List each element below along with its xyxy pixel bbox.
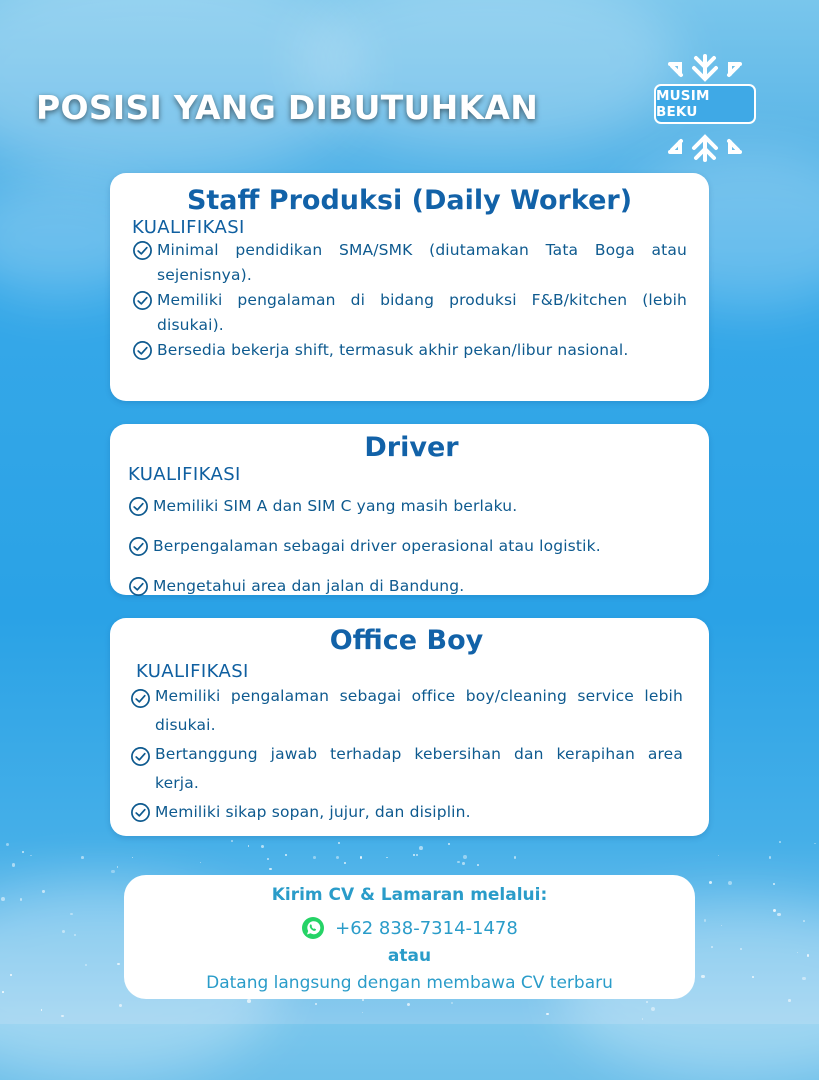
check-circle-icon	[130, 688, 151, 709]
check-circle-icon	[132, 240, 153, 261]
whatsapp-icon	[301, 916, 325, 940]
snow-speck	[315, 1003, 317, 1005]
position-card-staff-produksi	[110, 173, 709, 401]
contact-or: atau	[387, 946, 432, 966]
contact-box	[124, 875, 695, 999]
snow-speck	[30, 855, 32, 857]
snow-speck	[362, 1012, 363, 1013]
logo-badge: MUSIM BEKU	[654, 84, 756, 124]
snow-speck	[285, 854, 287, 856]
qualification-item	[130, 798, 683, 827]
snow-speck	[386, 857, 388, 859]
page-title: POSISI YANG DIBUTUHKAN	[36, 88, 539, 127]
qualification-item	[132, 288, 687, 338]
snow-speck	[231, 840, 233, 842]
snow-speck	[773, 883, 775, 885]
snow-speck	[463, 855, 467, 859]
snow-speck	[117, 866, 118, 867]
qualification-item	[128, 487, 695, 525]
snow-speck	[752, 976, 754, 978]
snow-speck	[336, 856, 339, 859]
contact-note: Datang langsung dengan membawa CV terbaru	[206, 973, 613, 993]
position-card-office-boy	[110, 618, 709, 836]
check-circle-icon	[130, 746, 151, 767]
snow-speck	[74, 934, 76, 936]
snow-speck	[642, 1018, 643, 1019]
qualification-heading: KUALIFIKASI	[132, 217, 245, 238]
snow-speck	[803, 920, 805, 922]
qualification-item	[128, 527, 695, 565]
snow-speck	[814, 843, 816, 845]
snow-speck	[22, 851, 24, 853]
snow-speck	[416, 854, 418, 856]
check-circle-icon	[128, 496, 149, 517]
qualification-item	[132, 238, 687, 288]
snow-speck	[646, 1001, 647, 1002]
contact-phone-row[interactable]	[124, 915, 695, 941]
qualification-text: Bertanggung jawab terhadap kebersihan dan kerapihan area kerja.	[155, 745, 683, 792]
snow-speck	[12, 863, 15, 866]
snow-speck	[338, 842, 340, 844]
qualification-item	[130, 682, 683, 740]
snow-speck	[769, 856, 772, 859]
qualification-text: Berpengalaman sebagai driver operasional atau logistik.	[153, 536, 601, 555]
check-circle-icon	[128, 576, 149, 597]
snow-speck	[477, 864, 479, 866]
snow-speck	[132, 857, 133, 858]
snow-speck	[740, 948, 742, 950]
snow-speck	[718, 855, 719, 856]
qualification-text: Memiliki pengalaman di bidang produksi F&B/kitchen (lebih disukai).	[157, 291, 687, 334]
qualification-text: Memiliki SIM A dan SIM C yang masih berlaku.	[153, 496, 518, 515]
qualification-text: Minimal pendidikan SMA/SMK (diutamakan Tata Boga atau sejenisnya).	[157, 241, 687, 284]
snow-speck	[119, 1004, 122, 1007]
snow-speck	[81, 856, 84, 859]
snow-speck	[248, 845, 250, 847]
snow-speck	[267, 858, 268, 859]
position-title: Staff Produksi (Daily Worker)	[186, 185, 633, 216]
snow-speck	[779, 841, 781, 843]
musim-beku-logo	[648, 50, 762, 166]
qualification-item	[132, 338, 687, 363]
snow-speck	[360, 856, 363, 859]
check-circle-icon	[128, 536, 149, 557]
qualification-heading: KUALIFIKASI	[136, 661, 249, 682]
check-circle-icon	[132, 290, 153, 311]
snow-speck	[111, 870, 114, 873]
contact-heading: Kirim CV & Lamaran melalui:	[271, 885, 548, 905]
snow-speck	[788, 999, 790, 1001]
snow-speck	[407, 1003, 410, 1006]
qualification-text: Bersedia bekerja shift, termasuk akhir pekan/libur nasional.	[157, 341, 629, 359]
check-circle-icon	[130, 802, 151, 823]
qualification-text: Memiliki sikap sopan, jujur, dan disiplin.	[155, 803, 471, 821]
snow-speck	[777, 913, 781, 917]
snow-speck	[728, 881, 732, 885]
snow-speck	[419, 846, 423, 850]
qualification-item	[130, 740, 683, 798]
qualification-heading: KUALIFIKASI	[128, 464, 241, 485]
snow-speck	[514, 856, 516, 858]
snow-speck	[200, 862, 201, 863]
snow-speck	[457, 861, 459, 863]
snow-speck	[462, 862, 465, 865]
contact-phone[interactable]: +62 838-7314-1478	[335, 917, 518, 939]
snow-speck	[10, 974, 11, 975]
snow-speck	[413, 854, 415, 856]
snow-speck	[313, 856, 316, 859]
snow-speck	[261, 845, 264, 848]
position-card-driver	[110, 424, 709, 595]
snow-speck	[269, 868, 272, 871]
snow-speck	[546, 1013, 548, 1015]
snow-speck	[362, 999, 365, 1002]
position-title: Driver	[364, 432, 459, 463]
snow-speck	[448, 843, 450, 845]
qualification-text: Memiliki pengalaman sebagai office boy/cleaning service lebih disukai.	[155, 687, 683, 734]
snow-speck	[6, 843, 9, 846]
qualification-item	[128, 567, 695, 605]
snow-speck	[2, 991, 4, 993]
snow-speck	[709, 881, 712, 884]
snow-speck	[42, 890, 44, 892]
qualification-text: Mengetahui area dan jalan di Bandung.	[153, 576, 465, 595]
check-circle-icon	[132, 340, 153, 361]
position-title: Office Boy	[329, 625, 484, 656]
snow-speck	[451, 1002, 453, 1004]
snow-speck	[344, 862, 347, 865]
